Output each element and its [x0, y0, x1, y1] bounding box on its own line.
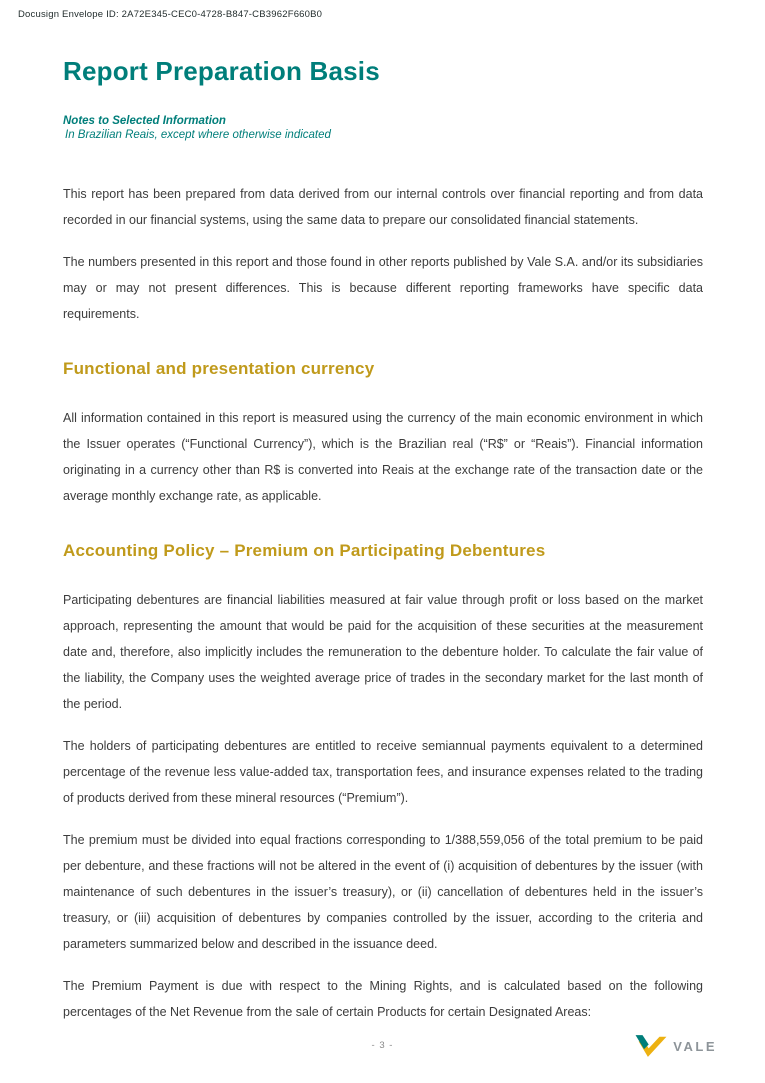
- vale-logo: [634, 1033, 717, 1059]
- notes-subtitle: Notes to Selected Information: [63, 115, 226, 127]
- section-heading-accounting-policy: Accounting Policy – Premium on Participating Debentures: [63, 541, 546, 560]
- paragraph-premium-payment: The Premium Payment is due with respect to the Mining Rights, and is calculated based on the following percentages of the Net Revenue from the sale of certain Products for certain Designated Areas:: [63, 979, 703, 1019]
- paragraph-debenture-holders: The holders of participating debentures are entitled to receive semiannual payments equivalent to a determined percentage of the revenue less value-added tax, transportation fees, and insurance expenses related to the trading of products derived from these mineral resources (“Premium”).: [63, 739, 703, 805]
- paragraph-report-preparation: This report has been prepared from data derived from our internal controls over financial reporting and from data recorded in our financial systems, using the same data to prepare our consolidated financial statements.: [63, 187, 703, 227]
- document-content: [63, 48, 703, 1041]
- page-number: - 3 -: [371, 1040, 394, 1051]
- paragraph-functional-currency: All information contained in this report is measured using the currency of the main economic environment in which the Issuer operates (“Functional Currency”), which is the Brazilian real (“R$” or “Reais”). Financial information originating in a currency other than R$ is converted into Reais at the exchange rate of the transaction date or the average monthly exchange rate, as applicable.: [63, 411, 703, 503]
- paragraph-premium-fractions: The premium must be divided into equal fractions corresponding to 1/388,559,056 of the total premium to be paid per debenture, and these fractions will not be altered in the event of (i) acquisition of debentures by the issuer (with maintenance of such debentures in the issuer’s treasury), or (ii) cancellation of debentures held in the issuer’s treasury, or (iii) acquisition of debentures by companies controlled by the issuer, according to the criteria and parameters summarized below and described in the issuance deed.: [63, 833, 703, 951]
- paragraph-participating-debentures: Participating debentures are financial liabilities measured at fair value through profit or loss based on the market approach, representing the amount that would be paid for the acquisition of these securities at the measurement date and, therefore, also implicitly includes the remuneration to the debenture holder. To calculate the fair value of the liability, the Company uses the weighted average price of trades in the secondary market for the last month of the period.: [63, 593, 703, 711]
- docusign-envelope-id: Docusign Envelope ID: 2A72E345-CEC0-4728-B847-CB3962F660B0: [18, 9, 323, 20]
- vale-logo-icon: [634, 1033, 668, 1059]
- section-heading-functional-currency: Functional and presentation currency: [63, 359, 375, 378]
- paragraph-numbers-differences: The numbers presented in this report and those found in other reports published by Vale S.A. and/or its subsidiaries may or may not present differences. This is because different reporting frameworks have specific data requirements.: [63, 255, 703, 321]
- page-title: Report Preparation Basis: [63, 56, 380, 86]
- vale-logo-text: VALE: [673, 1038, 717, 1054]
- currency-note: In Brazilian Reais, except where otherwise indicated: [65, 129, 331, 141]
- notes-block: [63, 115, 703, 141]
